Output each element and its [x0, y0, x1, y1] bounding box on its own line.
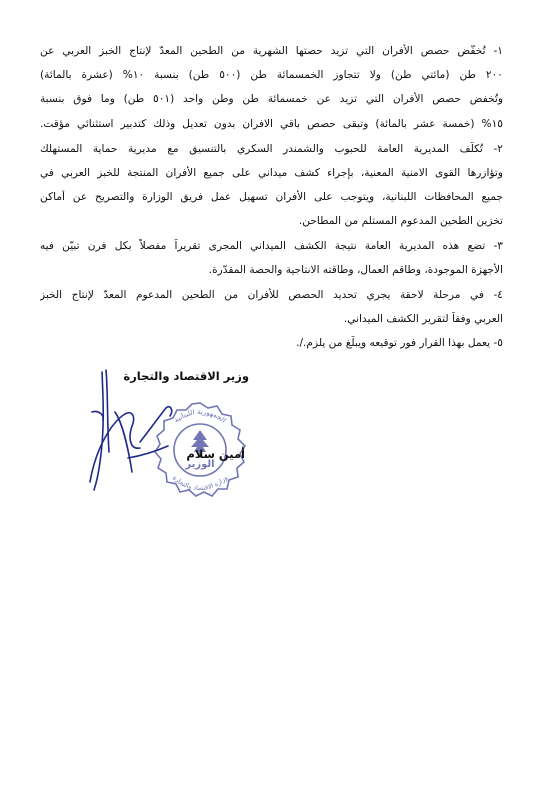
body-line: وتُخفض حصص الأفران التي تزيد عن خمسمائة طن وطن واحد (٥٠١ طن) وما فوق بنسبة	[40, 93, 503, 105]
body-line: ١- تُخفّض حصص الأفران التي تزيد حصتها الشهرية من الطحين المعدّ لإنتاج الخبز العربي عن	[40, 45, 503, 57]
signer-name: أمين سلام	[186, 447, 245, 461]
body-line: الأجهزة الموجودة، وطاقم العمال، وطاقته الانتاجية والحصة المقدّرة.	[208, 264, 503, 276]
body-line: وتؤازرها القوى الامنية المعنية، بإجراء كشف ميداني على جميع الأفران المنتجة للخبز العربي في	[40, 167, 503, 179]
stamp-top-text: الجمهورية اللبنانية	[172, 407, 228, 425]
body-line: ٥- يعمل بهذا القرار فور توقيعه ويبلّغ من يلزم./.	[296, 337, 503, 349]
body-line: ١٥% (خمسة عشر بالمائة) وتبقى حصص باقي الافران بدون تعديل وذلك كتدبير استثنائي مؤقت.	[40, 118, 503, 130]
body-line: تخزين الطحين المدعوم المستلم من المطاحن.	[298, 215, 503, 227]
body-line: ٤- في مرحلة لاحقة يجري تحديد الحصص للأفران من الطحين المدعوم المعدّ لإنتاج الخبز	[40, 289, 503, 301]
stamp-center-text: الوزير	[185, 459, 215, 470]
body-line: ٣- تضع هذه المديرية العامة نتيجة الكشف الميداني المجرى تقريراً مفصلاً بكل فرن تبيّن فيه	[40, 240, 503, 252]
signer-title: وزير الاقتصاد والتجارة	[123, 369, 249, 383]
body-line: ٢- تُكلّف المديرية العامة للحبوب والشمندر السكري بالتنسيق مع مديرية حماية المستهلك	[40, 143, 503, 155]
body-line: العربي وفقاً لتقرير الكشف الميداني.	[343, 313, 503, 325]
stamp-bottom-text: وزارة الاقتصاد والتجارة	[171, 473, 229, 493]
body-line: ٢٠٠ طن (مائتي طن) ولا تتجاوز الخمسمائة طن (٥٠٠ طن) بنسبة ١٠% (عشرة بالمائة)	[40, 69, 503, 81]
body-line: جميع المحافظات اللبنانية، ويتوجب على الأفران تسهيل عمل فريق الوزارة والتصريح عن أماكن	[40, 191, 503, 203]
